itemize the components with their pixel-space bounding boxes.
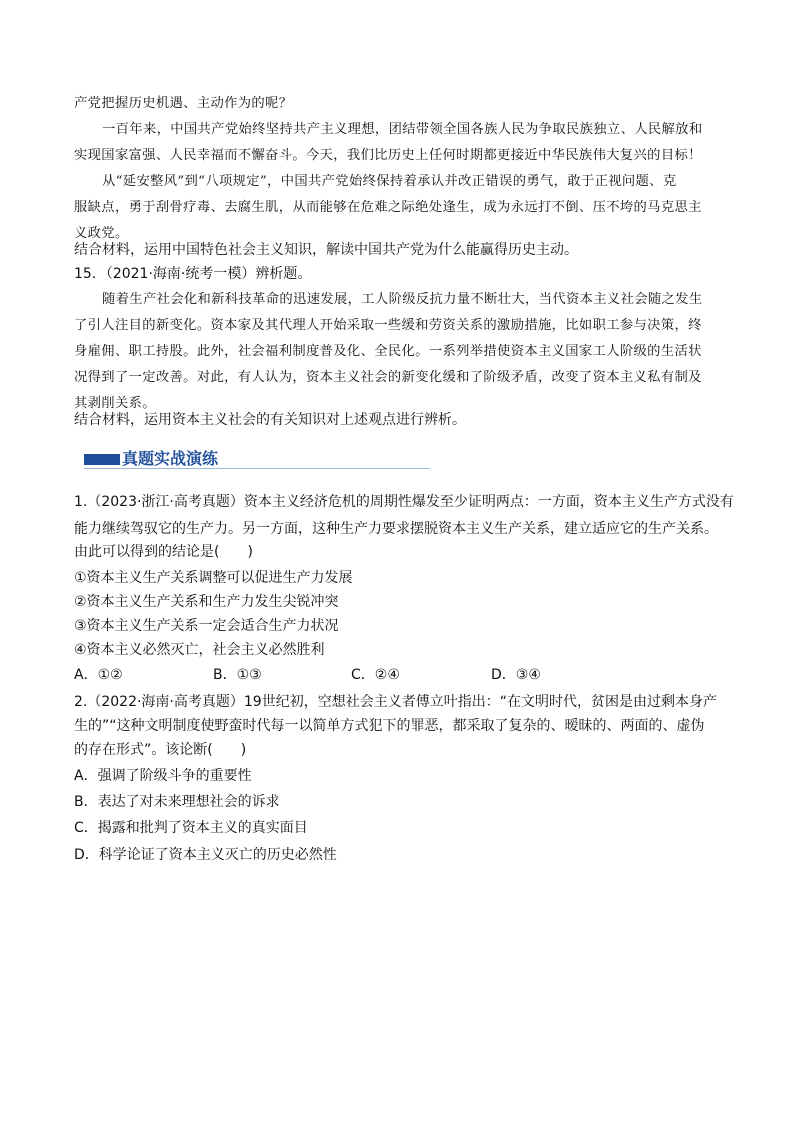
material-paragraph-2-line-3: 义政党。 <box>74 226 129 241</box>
question-15-material-line-1: 随着生产社会化和新科技革命的迅速发展，工人阶级反抗力量不断壮大，当代资本主义社会随之发生 <box>102 292 703 307</box>
question-2-option-a[interactable]: A．强调了阶级斗争的重要性 <box>74 768 252 784</box>
question-15-material-line-3: 身雇佣、职工持股。此外，社会福利制度普及化、全民化。一系列举措使资本主义国家工人阶级的生活状 <box>74 344 702 359</box>
question-2-stem-line-1: 2.（2022·海南·高考真题）19世纪初，空想社会主义者傅立叶指出：“在文明时代，贫困是由过剩本身产 <box>74 694 717 710</box>
material-paragraph-1-line-1: 一百年来，中国共产党始终坚持共产主义理想，团结带领全国各族人民为争取民族独立、人民解放和 <box>102 122 703 137</box>
section-title: 真题实战演练 <box>122 449 219 468</box>
question-1-item-1: ①资本主义生产关系调整可以促进生产力发展 <box>74 570 353 586</box>
question-15-header: 15．（2021·海南·统考一模）辨析题。 <box>74 266 312 282</box>
question-1-item-4: ④资本主义必然灭亡，社会主义必然胜利 <box>74 642 325 658</box>
question-1-item-3: ③资本主义生产关系一定会适合生产力状况 <box>74 618 339 634</box>
question-2-option-d[interactable]: D．科学论证了资本主义灭亡的历史必然性 <box>74 847 337 863</box>
question-2-stem-line-3: 的存在形式”。该论断( ) <box>74 742 247 758</box>
question-15-material-line-4: 况得到了一定改善。对此，有人认为，资本主义社会的新变化缓和了阶级矛盾，改变了资本主义私有制及 <box>74 370 702 385</box>
section-banner <box>84 448 430 470</box>
question-2-option-b[interactable]: B．表达了对未来理想社会的诉求 <box>74 794 280 810</box>
question-2-stem-line-2: 生的”“这种文明制度使野蛮时代每一以简单方式犯下的罪恶，都采取了复杂的、暧昧的、两面的、虚伪 <box>74 718 705 734</box>
material-paragraph-1-line-2: 实现国家富强、人民幸福而不懈奋斗。今天，我们比历史上任何时期都更接近中华民族伟大复兴的目标！ <box>74 148 702 163</box>
question-1-option-a[interactable]: A．①② <box>74 667 123 683</box>
question-1-item-2: ②资本主义生产关系和生产力发生尖锐冲突 <box>74 594 339 610</box>
banner-underline <box>84 468 430 469</box>
question-1-option-d[interactable]: D．③④ <box>491 667 541 683</box>
question-15-material-line-5: 其剥削关系。 <box>74 396 156 411</box>
question-1-stem-line-2: 能力继续驾驭它的生产力。另一方面，这种生产力要求摆脱资本主义生产关系，建立适应它的生产关系。 <box>74 521 718 537</box>
question-1-option-b[interactable]: B．①③ <box>213 667 262 683</box>
question-1-option-c[interactable]: C．②④ <box>351 667 400 683</box>
material-intro-line: 产党把握历史机遇、主动作为的呢？ <box>74 96 293 111</box>
question-15-material-line-2: 了引人注目的新变化。资本家及其代理人开始采取一些缓和劳资关系的激励措施，比如职工参与决策，终 <box>74 318 702 333</box>
question-1-stem-line-1: 1.（2023·浙江·高考真题）资本主义经济危机的周期性爆发至少证明两点：一方面，资本主义生产方式没有 <box>74 494 734 510</box>
question-14-prompt: 结合材料，运用中国特色社会主义知识，解读中国共产党为什么能赢得历史主动。 <box>74 242 578 258</box>
question-1-stem-line-3: 由此可以得到的结论是( ) <box>74 544 253 560</box>
question-15-prompt: 结合材料，运用资本主义社会的有关知识对上述观点进行辨析。 <box>74 412 466 428</box>
material-paragraph-2-line-2: 服缺点，勇于刮骨疗毒、去腐生肌，从而能够在危难之际绝处逢生，成为永远打不倒、压不垮的马克思主 <box>74 200 702 215</box>
question-2-option-c[interactable]: C．揭露和批判了资本主义的真实面目 <box>74 820 308 836</box>
banner-accent-bar <box>84 454 120 465</box>
material-paragraph-2-line-1: 从“延安整风”到“八项规定”，中国共产党始终保持着承认并改正错误的勇气，敢于正视问题、克 <box>102 174 677 189</box>
